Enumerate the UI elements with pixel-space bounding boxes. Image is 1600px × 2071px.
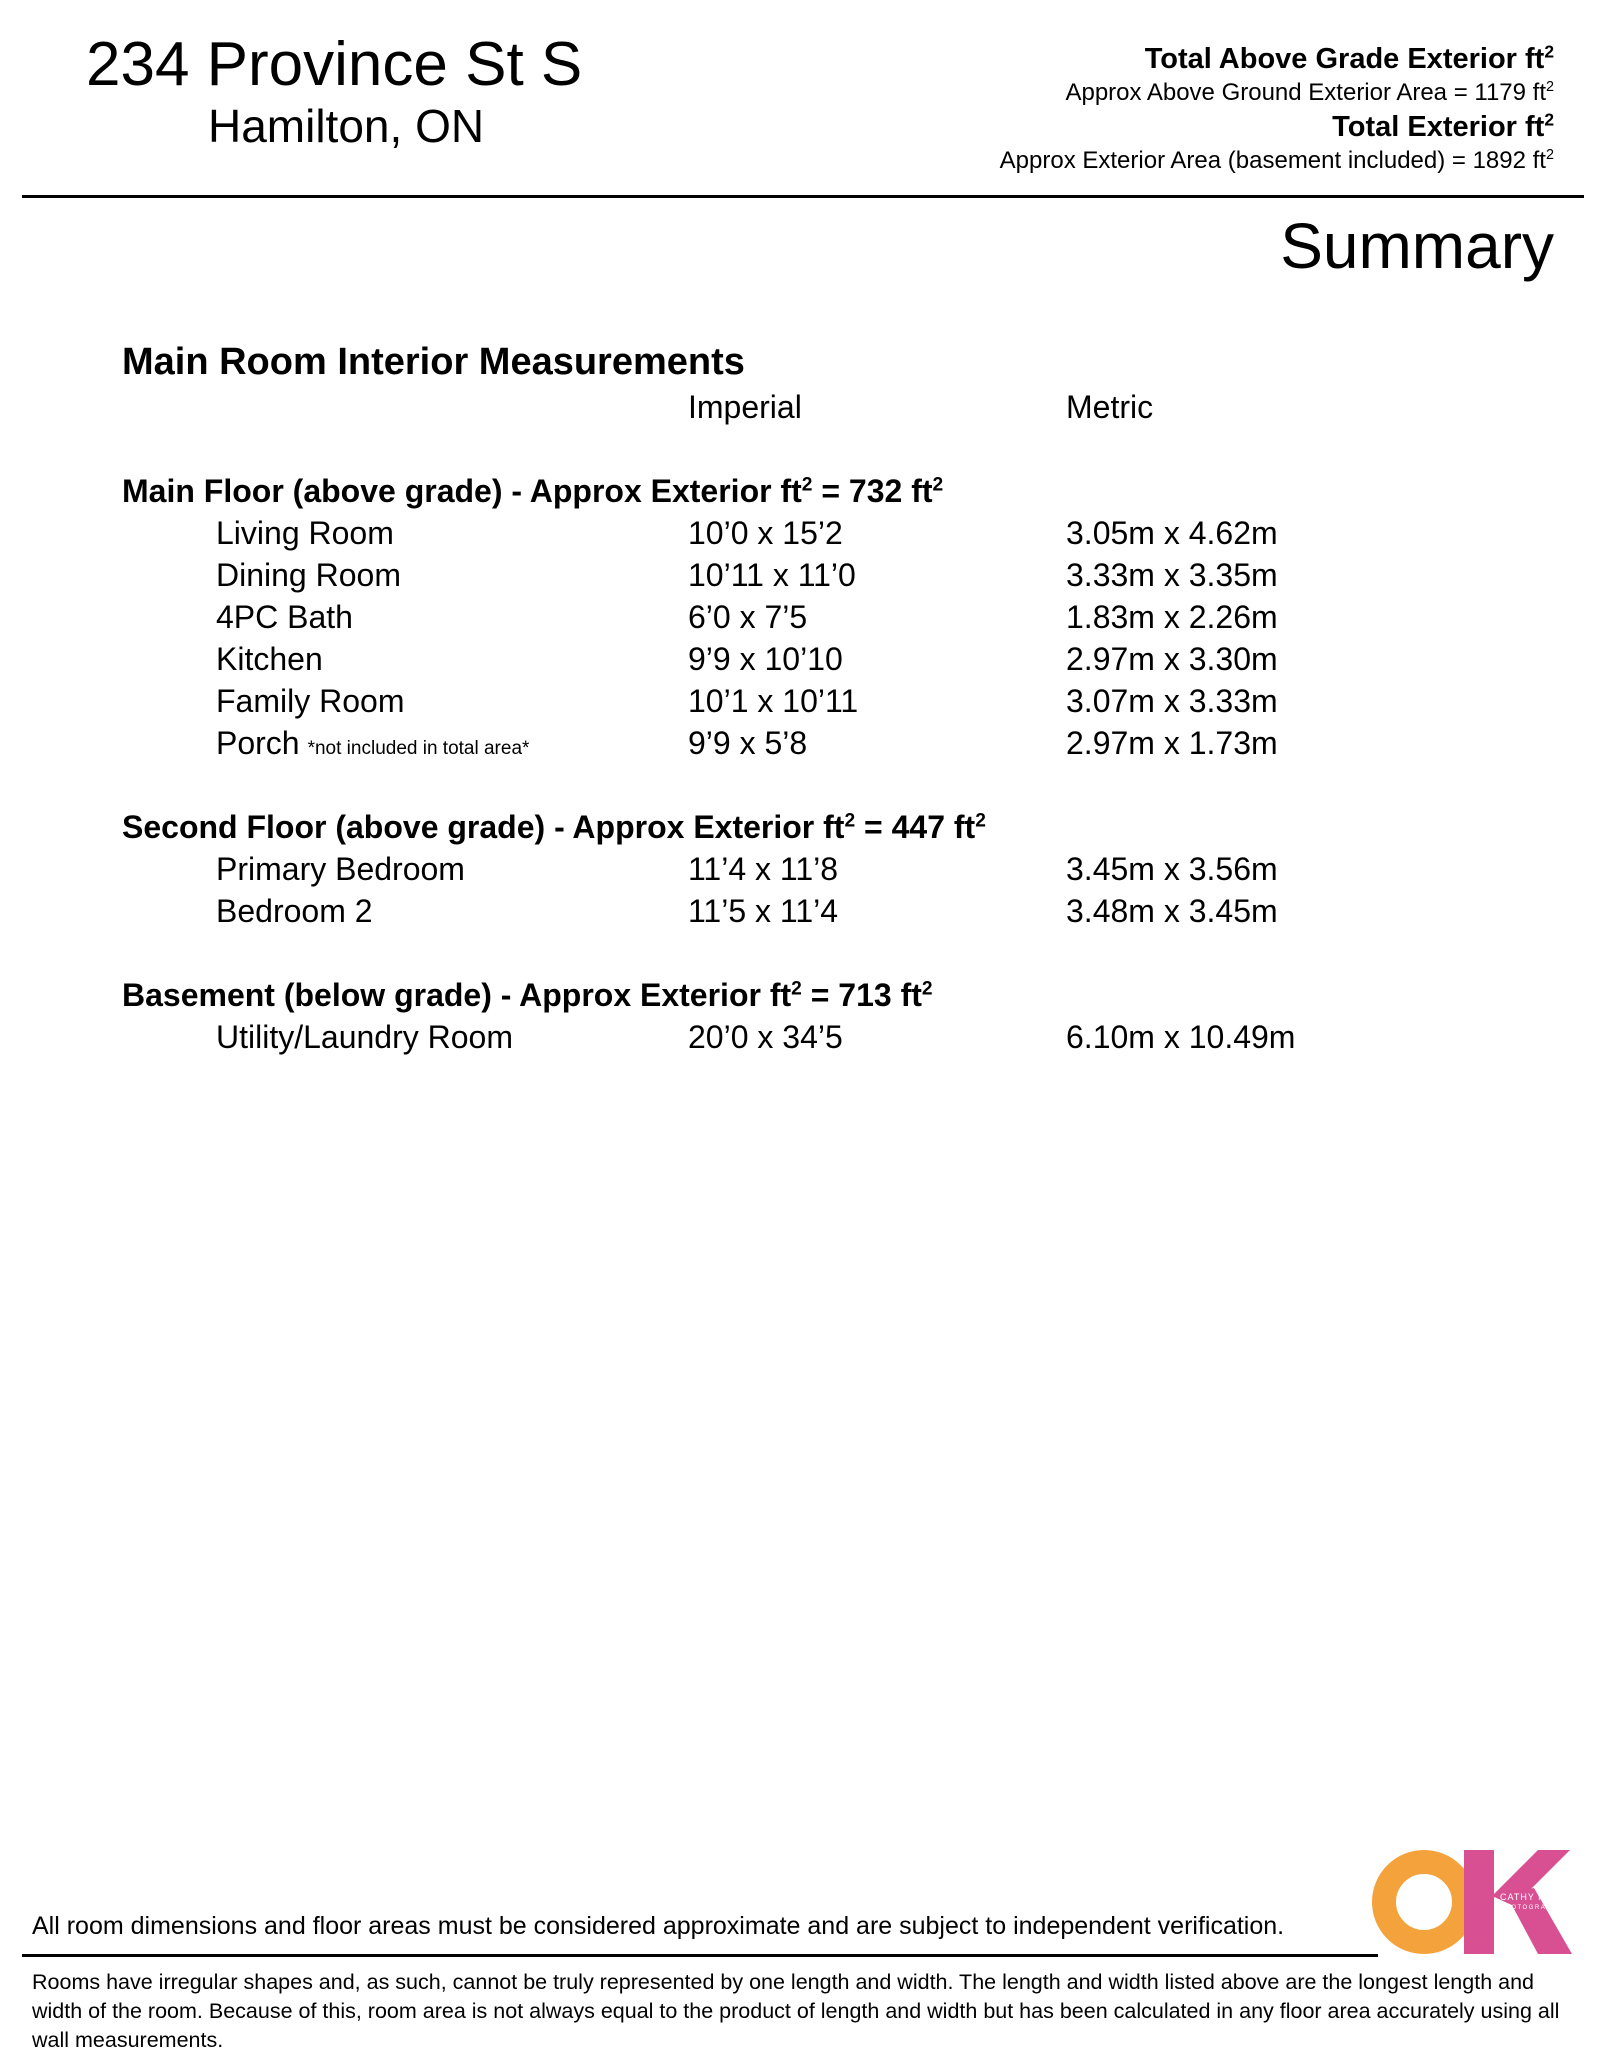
room-name: Utility/Laundry Room — [216, 1019, 513, 1055]
company-logo — [1372, 1848, 1572, 1956]
address-city: Hamilton, ON — [208, 100, 485, 152]
room-row — [122, 1016, 1422, 1058]
room-name: 4PC Bath — [216, 599, 353, 635]
column-header-imperial: Imperial — [688, 389, 802, 425]
room-metric: 1.83m x 2.26m — [1066, 599, 1278, 635]
above-grade-title: Total Above Grade Exterior $ft^2$ — [1144, 41, 1554, 75]
room-imperial: 11’4 x 11’8 — [688, 851, 839, 887]
room-imperial: 9’9 x 5’8 — [688, 725, 808, 761]
room-metric: 3.07m x 3.33m — [1066, 683, 1278, 719]
room-row — [122, 596, 1422, 638]
room-metric: 3.05m x 4.62m — [1066, 515, 1278, 551]
section-title: Main Room Interior Measurements — [122, 341, 745, 383]
room-name: Family Room — [216, 683, 405, 719]
room-imperial: 10’1 x 10’11 — [688, 683, 859, 719]
address-street: 234 Province St S — [86, 30, 583, 99]
footnote: Rooms have irregular shapes and, as such, cannot be truly represented by one length and width. The length and width listed above are the longest length and width of the room. Because of this, room area is not always equal to the product of length and width but has been calculated in any floor area accurately using all wall measurements. — [32, 1970, 1560, 2052]
room-metric: 6.10m x 10.49m — [1066, 1019, 1296, 1055]
room-imperial: 11’5 x 11’4 — [688, 893, 839, 929]
floor-title: Second Floor (above grade) - Approx Exterior $ft^2 = 447$ $ft^2$ — [122, 809, 986, 845]
room-imperial: 9’9 x 10’10 — [688, 641, 843, 677]
room-name: Dining Room — [216, 557, 401, 593]
room-row — [122, 890, 1422, 932]
room-row — [122, 512, 1422, 554]
above-grade-detail: Approx Above Ground Exterior Area = 1179 $ft^2$ — [1065, 79, 1554, 106]
room-metric: 2.97m x 3.30m — [1066, 641, 1278, 677]
area-totals — [794, 42, 1554, 178]
room-imperial: 6’0 x 7’5 — [688, 599, 808, 635]
floor-second — [122, 806, 1422, 932]
room-metric: 3.33m x 3.35m — [1066, 557, 1278, 593]
footer-divider — [22, 1954, 1378, 1957]
total-exterior-title: Total Exterior $ft^2$ — [1332, 109, 1554, 143]
logo-name-text: CATHY KOOP — [1500, 1892, 1569, 1902]
room-imperial: 10’0 x 15’2 — [688, 515, 843, 551]
room-row — [122, 638, 1422, 680]
logo-sub-text: PHOTOGRAPHY — [1500, 1905, 1564, 1911]
disclaimer: All room dimensions and floor areas must be considered approximate and are subject to independent verification. — [32, 1912, 1285, 1940]
floor-basement — [122, 974, 1422, 1058]
summary-title: Summary — [1280, 210, 1554, 282]
header-divider — [22, 195, 1584, 198]
room-row — [122, 848, 1422, 890]
room-imperial: 10’11 x 11’0 — [688, 557, 856, 593]
room-row — [122, 680, 1422, 722]
floor-title: Basement (below grade) - Approx Exterior $ft^2 = 713$ $ft^2$ — [122, 977, 933, 1013]
room-name: Living Room — [216, 515, 394, 551]
room-imperial: 20’0 x 34’5 — [688, 1019, 843, 1055]
floors-list — [122, 470, 1422, 1100]
total-exterior-detail: Approx Exterior Area (basement included) = 1892 $ft^2$ — [999, 147, 1554, 174]
room-row — [122, 722, 1422, 764]
column-header-metric: Metric — [1066, 389, 1154, 425]
room-name: Porch *not included in total area* — [216, 725, 530, 761]
room-metric: 2.97m x 1.73m — [1066, 725, 1278, 761]
room-row — [122, 554, 1422, 596]
logo-k-stem — [1464, 1850, 1494, 1954]
room-metric: 3.48m x 3.45m — [1066, 893, 1278, 929]
room-metric: 3.45m x 3.56m — [1066, 851, 1278, 887]
room-name: Primary Bedroom — [216, 851, 465, 887]
logo-o-shape — [1384, 1862, 1464, 1942]
room-note: *not included in total area* — [307, 738, 530, 759]
room-name: Kitchen — [216, 641, 323, 677]
room-name: Bedroom 2 — [216, 893, 373, 929]
floor-title: Main Floor (above grade) - Approx Exterior $ft^2 = 732$ $ft^2$ — [122, 473, 944, 509]
floor-main — [122, 470, 1422, 764]
